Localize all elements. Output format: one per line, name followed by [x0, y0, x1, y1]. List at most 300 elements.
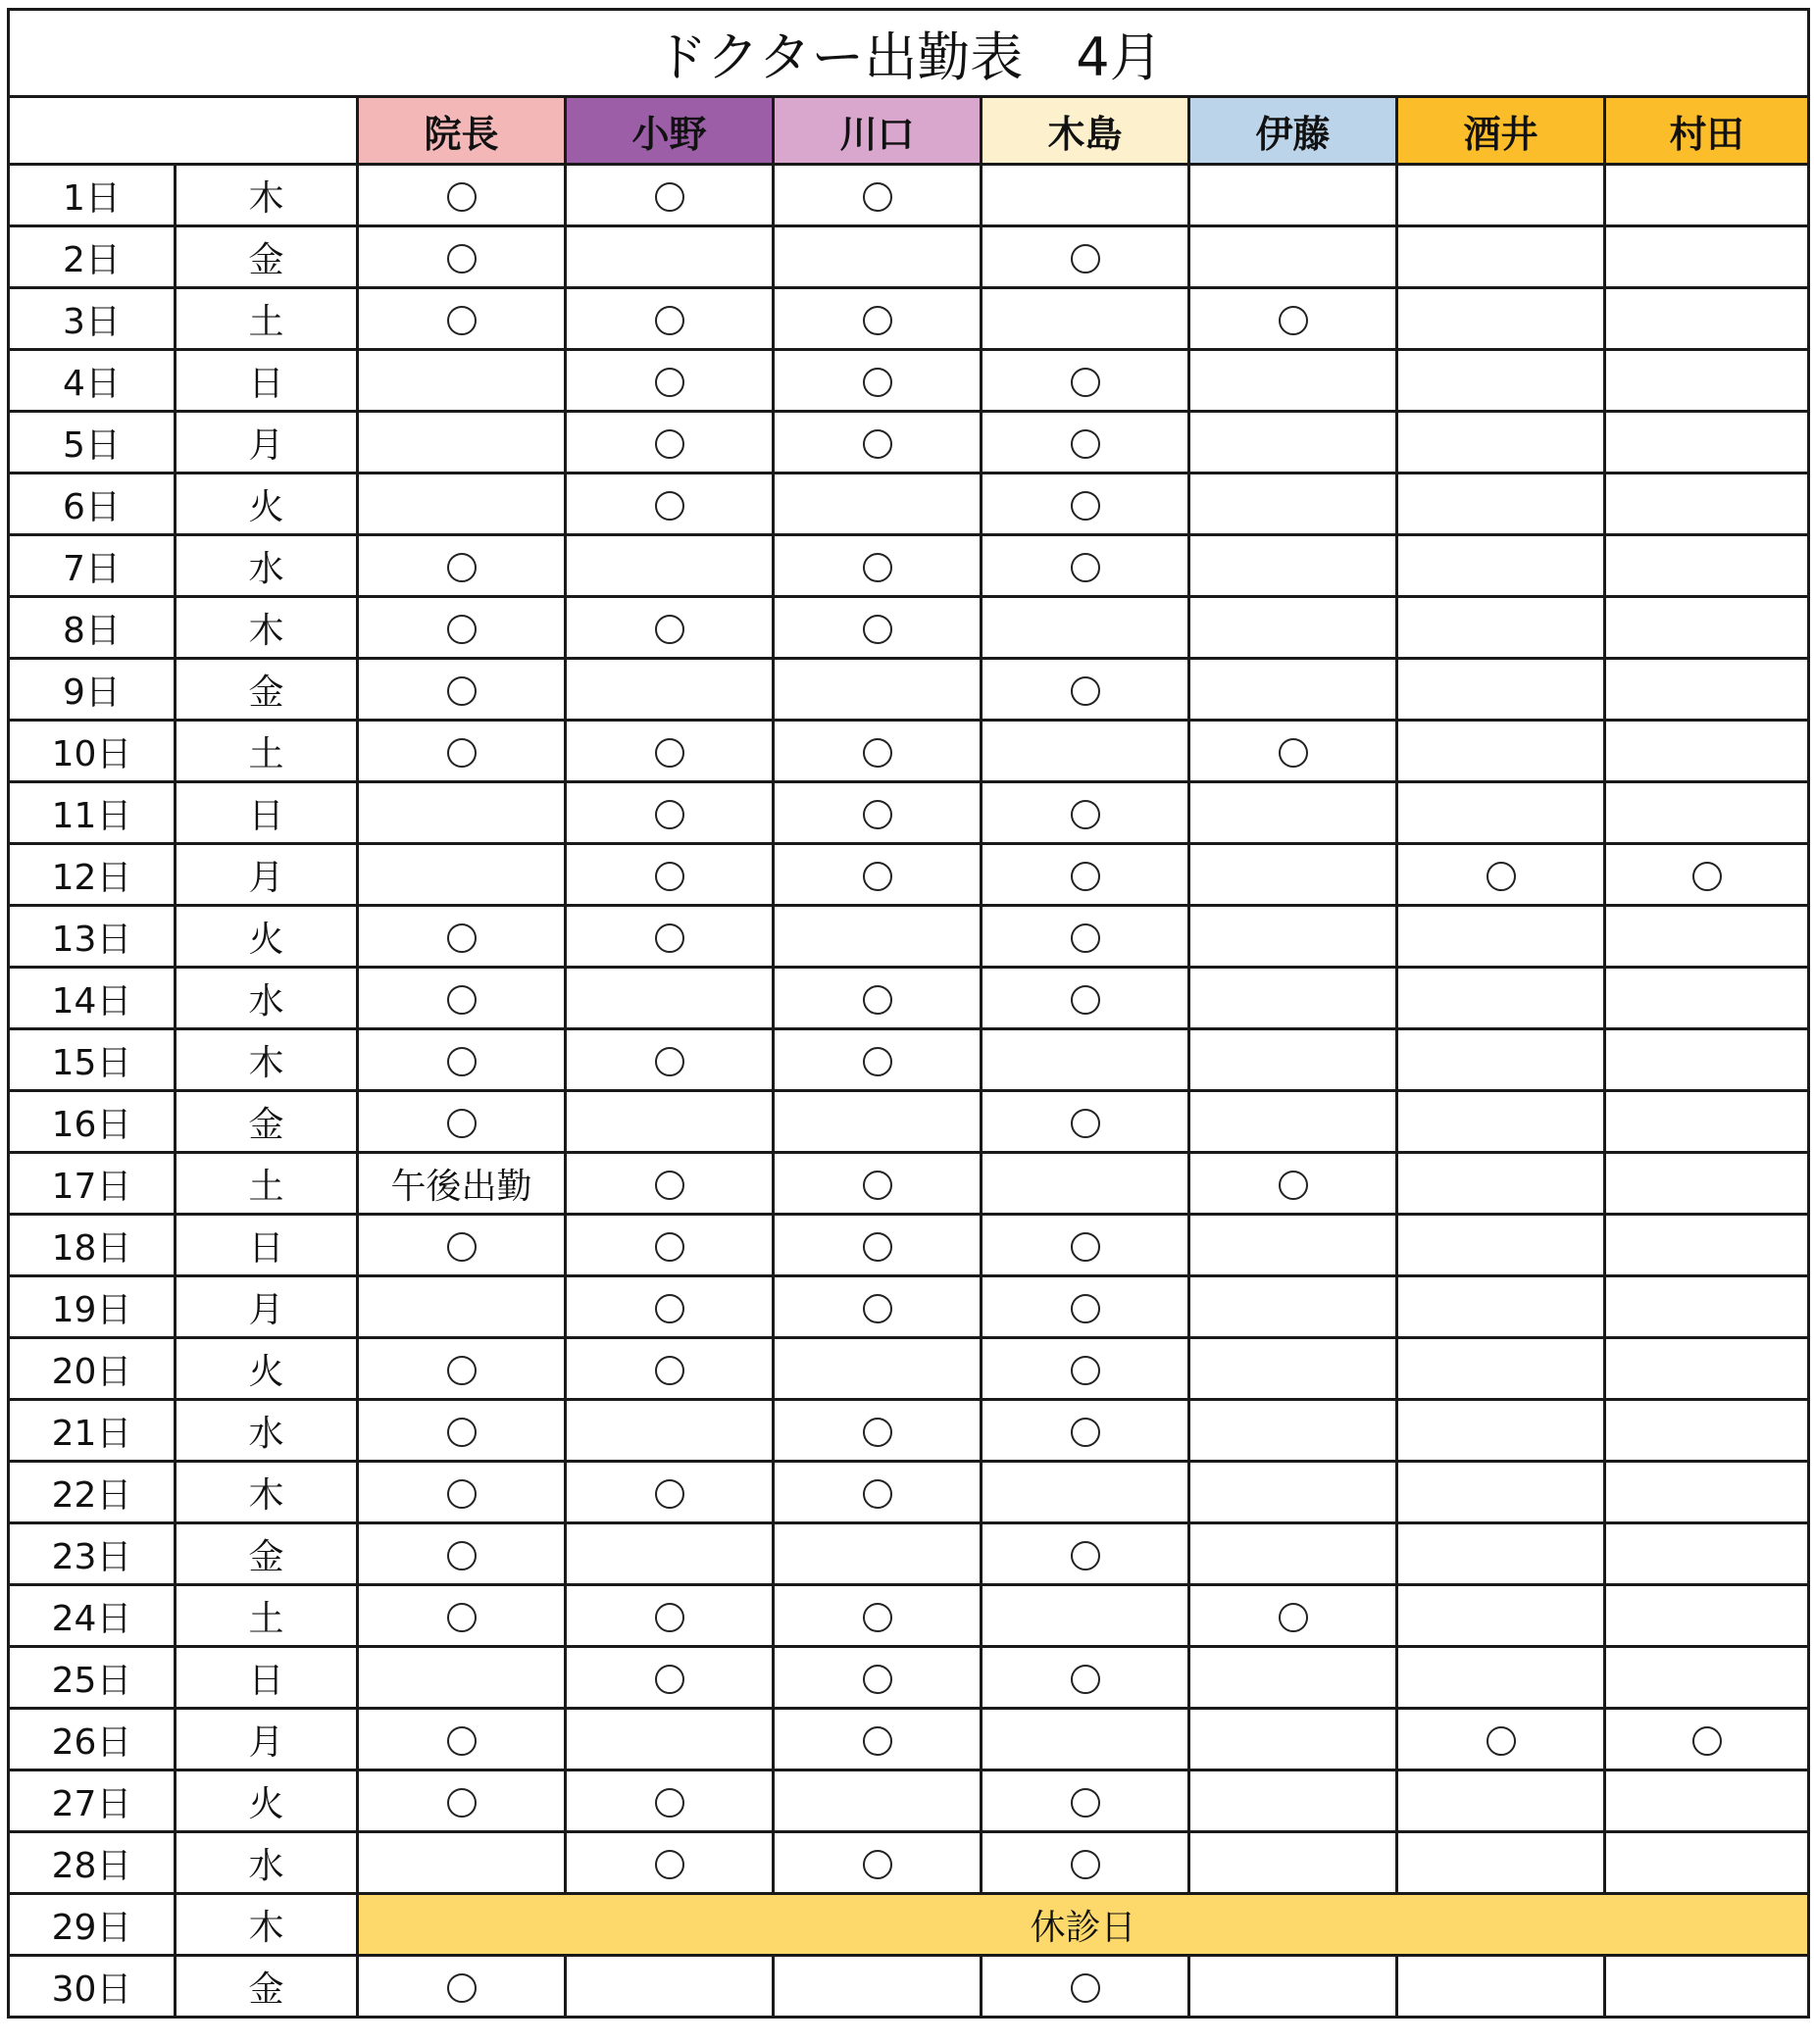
attendance-circle-icon — [447, 1232, 477, 1262]
attendance-cell — [566, 165, 774, 226]
attendance-cell — [566, 1956, 774, 2018]
attendance-cell — [358, 1647, 566, 1709]
attendance-cell — [358, 1029, 566, 1091]
attendance-cell — [1605, 1523, 1809, 1585]
day-cell: 13日 — [9, 906, 176, 968]
day-cell: 1日 — [9, 165, 176, 226]
attendance-cell — [1189, 1462, 1397, 1523]
attendance-cell — [566, 1462, 774, 1523]
attendance-cell — [982, 1338, 1189, 1400]
attendance-circle-icon — [1071, 553, 1100, 582]
attendance-cell — [774, 1091, 982, 1153]
attendance-circle-icon — [1071, 1973, 1100, 2003]
attendance-cell — [774, 474, 982, 535]
attendance-circle-icon — [1071, 1418, 1100, 1447]
attendance-cell — [982, 1029, 1189, 1091]
attendance-cell — [982, 844, 1189, 906]
attendance-circle-icon — [863, 368, 892, 397]
table-row — [9, 1153, 1809, 1215]
attendance-cell — [774, 1647, 982, 1709]
attendance-circle-icon — [1071, 1356, 1100, 1385]
table-row — [9, 1585, 1809, 1647]
attendance-circle-icon — [1279, 1171, 1308, 1200]
day-cell: 15日 — [9, 1029, 176, 1091]
attendance-cell — [1397, 1523, 1605, 1585]
attendance-cell — [1397, 1832, 1605, 1894]
attendance-cell — [1605, 350, 1809, 412]
attendance-cell — [358, 721, 566, 782]
attendance-cell — [982, 1400, 1189, 1462]
attendance-cell — [1189, 968, 1397, 1029]
attendance-cell — [1189, 226, 1397, 288]
attendance-circle-icon — [655, 615, 684, 644]
attendance-cell — [1189, 1956, 1397, 2018]
attendance-cell — [566, 844, 774, 906]
attendance-cell — [1189, 844, 1397, 906]
attendance-cell — [774, 659, 982, 721]
attendance-cell — [1605, 1400, 1809, 1462]
table-row — [9, 350, 1809, 412]
day-cell: 22日 — [9, 1462, 176, 1523]
weekday-cell: 土 — [176, 1585, 358, 1647]
attendance-cell — [1605, 226, 1809, 288]
attendance-cell — [566, 226, 774, 288]
weekday-cell: 日 — [176, 1647, 358, 1709]
doctor-header-5: 伊藤 — [1189, 97, 1397, 165]
attendance-cell — [1397, 1770, 1605, 1832]
attendance-cell — [1605, 1338, 1809, 1400]
weekday-cell: 木 — [176, 1462, 358, 1523]
attendance-circle-icon — [655, 491, 684, 521]
attendance-cell — [566, 782, 774, 844]
attendance-circle-icon — [863, 1850, 892, 1879]
attendance-circle-icon — [447, 1788, 477, 1818]
weekday-cell: 金 — [176, 1091, 358, 1153]
attendance-cell — [774, 906, 982, 968]
attendance-cell — [566, 474, 774, 535]
weekday-cell: 木 — [176, 165, 358, 226]
attendance-circle-icon — [447, 1541, 477, 1570]
attendance-cell — [1189, 288, 1397, 350]
attendance-circle-icon — [447, 244, 477, 274]
attendance-circle-icon — [447, 1726, 477, 1756]
attendance-circle-icon — [447, 1603, 477, 1632]
attendance-cell — [1397, 412, 1605, 474]
attendance-cell — [1605, 412, 1809, 474]
day-cell: 21日 — [9, 1400, 176, 1462]
attendance-circle-icon — [1071, 923, 1100, 953]
weekday-cell: 火 — [176, 1770, 358, 1832]
attendance-cell — [1189, 659, 1397, 721]
doctor-header-2: 小野 — [566, 97, 774, 165]
attendance-cell — [1189, 1338, 1397, 1400]
attendance-circle-icon — [655, 182, 684, 212]
attendance-cell — [1189, 1832, 1397, 1894]
attendance-circle-icon — [447, 1356, 477, 1385]
attendance-cell — [358, 906, 566, 968]
attendance-cell — [774, 1338, 982, 1400]
attendance-cell — [358, 1276, 566, 1338]
attendance-circle-icon — [447, 182, 477, 212]
weekday-cell: 土 — [176, 1153, 358, 1215]
attendance-cell — [1397, 535, 1605, 597]
attendance-cell — [774, 968, 982, 1029]
attendance-circle-icon — [1071, 1665, 1100, 1694]
attendance-cell — [1605, 844, 1809, 906]
attendance-cell — [774, 844, 982, 906]
table-row — [9, 1647, 1809, 1709]
day-cell: 7日 — [9, 535, 176, 597]
attendance-circle-icon — [447, 1047, 477, 1076]
attendance-cell — [566, 721, 774, 782]
attendance-cell — [566, 659, 774, 721]
day-cell: 11日 — [9, 782, 176, 844]
attendance-cell — [982, 226, 1189, 288]
weekday-cell: 日 — [176, 1215, 358, 1276]
weekday-cell: 金 — [176, 1523, 358, 1585]
day-cell: 10日 — [9, 721, 176, 782]
day-cell: 23日 — [9, 1523, 176, 1585]
attendance-cell — [1189, 1523, 1397, 1585]
attendance-circle-icon — [655, 1788, 684, 1818]
attendance-cell — [774, 1523, 982, 1585]
attendance-cell — [774, 1215, 982, 1276]
attendance-cell — [774, 1832, 982, 1894]
attendance-cell — [1189, 1029, 1397, 1091]
weekday-cell: 火 — [176, 1338, 358, 1400]
attendance-cell — [358, 1400, 566, 1462]
attendance-cell — [1397, 1153, 1605, 1215]
attendance-cell — [774, 288, 982, 350]
day-cell: 16日 — [9, 1091, 176, 1153]
weekday-cell: 金 — [176, 226, 358, 288]
attendance-circle-icon — [863, 862, 892, 891]
attendance-circle-icon — [655, 923, 684, 953]
attendance-circle-icon — [863, 985, 892, 1015]
attendance-cell — [358, 782, 566, 844]
attendance-cell — [566, 1585, 774, 1647]
attendance-cell — [566, 412, 774, 474]
attendance-cell — [1605, 1029, 1809, 1091]
attendance-cell — [358, 350, 566, 412]
attendance-circle-icon — [1692, 862, 1722, 891]
attendance-circle-icon — [1486, 1726, 1516, 1756]
attendance-cell — [1189, 1585, 1397, 1647]
closed-day-cell: 休診日 — [358, 1894, 1809, 1956]
day-cell: 29日 — [9, 1894, 176, 1956]
attendance-circle-icon — [1071, 491, 1100, 521]
attendance-cell — [1397, 1091, 1605, 1153]
attendance-circle-icon — [655, 1294, 684, 1323]
attendance-cell — [1605, 1091, 1809, 1153]
attendance-cell — [1397, 844, 1605, 906]
attendance-cell — [1189, 350, 1397, 412]
attendance-circle-icon — [447, 1109, 477, 1138]
attendance-cell — [358, 288, 566, 350]
attendance-circle-icon — [863, 1171, 892, 1200]
attendance-circle-icon — [655, 368, 684, 397]
attendance-circle-icon — [447, 923, 477, 953]
table-row — [9, 1894, 1809, 1956]
attendance-cell — [1397, 288, 1605, 350]
day-cell: 4日 — [9, 350, 176, 412]
attendance-cell — [982, 535, 1189, 597]
attendance-cell — [1189, 782, 1397, 844]
weekday-cell: 月 — [176, 412, 358, 474]
attendance-cell — [774, 165, 982, 226]
attendance-cell — [1605, 597, 1809, 659]
attendance-cell — [566, 1770, 774, 1832]
attendance-cell — [982, 906, 1189, 968]
attendance-cell — [1397, 782, 1605, 844]
attendance-cell — [1605, 968, 1809, 1029]
table-row — [9, 1770, 1809, 1832]
page-title: ドクター出勤表 4月 — [9, 10, 1809, 97]
attendance-cell — [1605, 474, 1809, 535]
attendance-cell — [982, 412, 1189, 474]
weekday-cell: 日 — [176, 782, 358, 844]
attendance-cell — [1605, 721, 1809, 782]
attendance-circle-icon — [863, 429, 892, 459]
weekday-cell: 木 — [176, 1029, 358, 1091]
table-row — [9, 1709, 1809, 1770]
attendance-cell — [1189, 906, 1397, 968]
weekday-cell: 月 — [176, 1276, 358, 1338]
table-row — [9, 1400, 1809, 1462]
attendance-cell — [1397, 1647, 1605, 1709]
attendance-cell — [774, 1153, 982, 1215]
attendance-circle-icon — [447, 615, 477, 644]
attendance-circle-icon — [1071, 1232, 1100, 1262]
day-cell: 20日 — [9, 1338, 176, 1400]
attendance-circle-icon — [1071, 1294, 1100, 1323]
attendance-cell — [1397, 597, 1605, 659]
attendance-cell — [1189, 1276, 1397, 1338]
attendance-circle-icon — [447, 738, 477, 768]
attendance-cell — [774, 1956, 982, 2018]
attendance-cell — [566, 535, 774, 597]
table-row — [9, 1029, 1809, 1091]
attendance-cell — [774, 1585, 982, 1647]
day-cell: 14日 — [9, 968, 176, 1029]
table-row — [9, 968, 1809, 1029]
day-cell: 19日 — [9, 1276, 176, 1338]
attendance-cell — [774, 1709, 982, 1770]
attendance-cell — [358, 1709, 566, 1770]
attendance-cell — [1189, 1709, 1397, 1770]
attendance-circle-icon — [1071, 368, 1100, 397]
attendance-circle-icon — [655, 1047, 684, 1076]
attendance-cell — [1397, 906, 1605, 968]
attendance-cell — [566, 1832, 774, 1894]
title-row — [9, 10, 1809, 97]
attendance-cell — [774, 412, 982, 474]
attendance-circle-icon — [1071, 429, 1100, 459]
attendance-circle-icon — [863, 1232, 892, 1262]
table-row — [9, 288, 1809, 350]
weekday-cell: 火 — [176, 474, 358, 535]
attendance-cell — [358, 968, 566, 1029]
attendance-circle-icon — [1692, 1726, 1722, 1756]
attendance-cell — [1189, 535, 1397, 597]
attendance-circle-icon — [1071, 1850, 1100, 1879]
attendance-cell — [774, 350, 982, 412]
attendance-circle-icon — [1071, 862, 1100, 891]
attendance-circle-icon — [655, 429, 684, 459]
attendance-cell — [982, 1523, 1189, 1585]
attendance-cell — [566, 1400, 774, 1462]
day-cell: 2日 — [9, 226, 176, 288]
attendance-cell — [566, 288, 774, 350]
attendance-cell — [982, 1276, 1189, 1338]
attendance-circle-icon — [655, 1356, 684, 1385]
doctor-header-6: 酒井 — [1397, 97, 1605, 165]
attendance-cell — [566, 906, 774, 968]
attendance-cell — [566, 1091, 774, 1153]
attendance-cell — [1397, 1338, 1605, 1400]
attendance-cell — [1605, 659, 1809, 721]
attendance-circle-icon — [655, 306, 684, 335]
attendance-circle-icon — [655, 1665, 684, 1694]
day-cell: 3日 — [9, 288, 176, 350]
table-row — [9, 474, 1809, 535]
attendance-circle-icon — [863, 738, 892, 768]
attendance-cell — [1397, 1029, 1605, 1091]
weekday-cell: 土 — [176, 288, 358, 350]
attendance-circle-icon — [655, 1232, 684, 1262]
attendance-cell — [358, 165, 566, 226]
table-row — [9, 165, 1809, 226]
table-row — [9, 1832, 1809, 1894]
day-cell: 6日 — [9, 474, 176, 535]
attendance-cell — [358, 659, 566, 721]
attendance-cell — [1397, 1400, 1605, 1462]
weekday-cell: 水 — [176, 1832, 358, 1894]
attendance-cell — [1397, 1276, 1605, 1338]
attendance-cell — [1605, 1770, 1809, 1832]
header-blank-cell — [9, 97, 358, 165]
attendance-cell — [774, 1462, 982, 1523]
attendance-cell — [1605, 1153, 1809, 1215]
attendance-circle-icon — [655, 738, 684, 768]
attendance-cell — [1397, 1462, 1605, 1523]
attendance-cell — [1189, 412, 1397, 474]
attendance-cell — [1605, 1276, 1809, 1338]
doctor-header-1: 院長 — [358, 97, 566, 165]
attendance-circle-icon — [1071, 676, 1100, 706]
table-row — [9, 659, 1809, 721]
attendance-cell — [982, 1647, 1189, 1709]
table-row — [9, 1276, 1809, 1338]
attendance-cell — [1605, 906, 1809, 968]
attendance-circle-icon — [1279, 306, 1308, 335]
attendance-circle-icon — [1071, 800, 1100, 829]
attendance-circle-icon — [1071, 985, 1100, 1015]
attendance-cell — [358, 226, 566, 288]
attendance-cell — [1397, 1585, 1605, 1647]
attendance-cell — [1605, 1585, 1809, 1647]
day-cell: 28日 — [9, 1832, 176, 1894]
attendance-circle-icon — [655, 800, 684, 829]
weekday-cell: 木 — [176, 1894, 358, 1956]
attendance-circle-icon — [447, 1479, 477, 1509]
attendance-cell — [1397, 226, 1605, 288]
attendance-cell — [358, 535, 566, 597]
attendance-cell — [358, 1462, 566, 1523]
attendance-cell — [358, 1585, 566, 1647]
attendance-circle-icon — [863, 1665, 892, 1694]
attendance-cell — [982, 721, 1189, 782]
day-cell: 17日 — [9, 1153, 176, 1215]
attendance-cell — [566, 1029, 774, 1091]
attendance-circle-icon — [447, 1418, 477, 1447]
attendance-cell — [982, 474, 1189, 535]
attendance-cell — [1189, 1770, 1397, 1832]
attendance-cell — [1189, 597, 1397, 659]
attendance-cell — [982, 1091, 1189, 1153]
attendance-cell — [982, 659, 1189, 721]
attendance-cell — [1397, 474, 1605, 535]
table-row — [9, 844, 1809, 906]
attendance-cell — [1397, 1956, 1605, 2018]
attendance-circle-icon — [863, 800, 892, 829]
attendance-cell — [358, 1956, 566, 2018]
attendance-cell — [774, 535, 982, 597]
attendance-cell — [1397, 1709, 1605, 1770]
attendance-cell — [566, 1523, 774, 1585]
attendance-circle-icon — [655, 862, 684, 891]
weekday-cell: 火 — [176, 906, 358, 968]
attendance-cell — [1605, 1832, 1809, 1894]
attendance-cell — [1189, 721, 1397, 782]
attendance-cell — [566, 597, 774, 659]
attendance-circle-icon — [447, 676, 477, 706]
attendance-circle-icon — [1279, 1603, 1308, 1632]
attendance-cell — [566, 1709, 774, 1770]
attendance-cell — [358, 844, 566, 906]
attendance-cell — [1189, 1153, 1397, 1215]
attendance-cell — [1397, 968, 1605, 1029]
day-cell: 8日 — [9, 597, 176, 659]
attendance-cell — [1397, 1215, 1605, 1276]
attendance-cell — [982, 1462, 1189, 1523]
attendance-cell — [566, 1276, 774, 1338]
attendance-cell — [358, 1215, 566, 1276]
attendance-cell — [1189, 1400, 1397, 1462]
attendance-circle-icon — [655, 1603, 684, 1632]
attendance-circle-icon — [863, 1294, 892, 1323]
attendance-cell — [566, 1338, 774, 1400]
attendance-circle-icon — [863, 306, 892, 335]
table-row — [9, 597, 1809, 659]
day-cell: 5日 — [9, 412, 176, 474]
attendance-circle-icon — [863, 615, 892, 644]
weekday-cell: 木 — [176, 597, 358, 659]
attendance-cell — [358, 1770, 566, 1832]
attendance-circle-icon — [655, 1850, 684, 1879]
attendance-cell — [358, 597, 566, 659]
table-row — [9, 412, 1809, 474]
day-cell: 12日 — [9, 844, 176, 906]
attendance-cell — [774, 1276, 982, 1338]
attendance-cell — [1189, 1215, 1397, 1276]
attendance-cell — [1605, 288, 1809, 350]
attendance-cell — [1189, 1091, 1397, 1153]
attendance-cell — [1605, 1462, 1809, 1523]
attendance-cell — [982, 1709, 1189, 1770]
attendance-cell — [358, 1523, 566, 1585]
attendance-cell — [982, 165, 1189, 226]
